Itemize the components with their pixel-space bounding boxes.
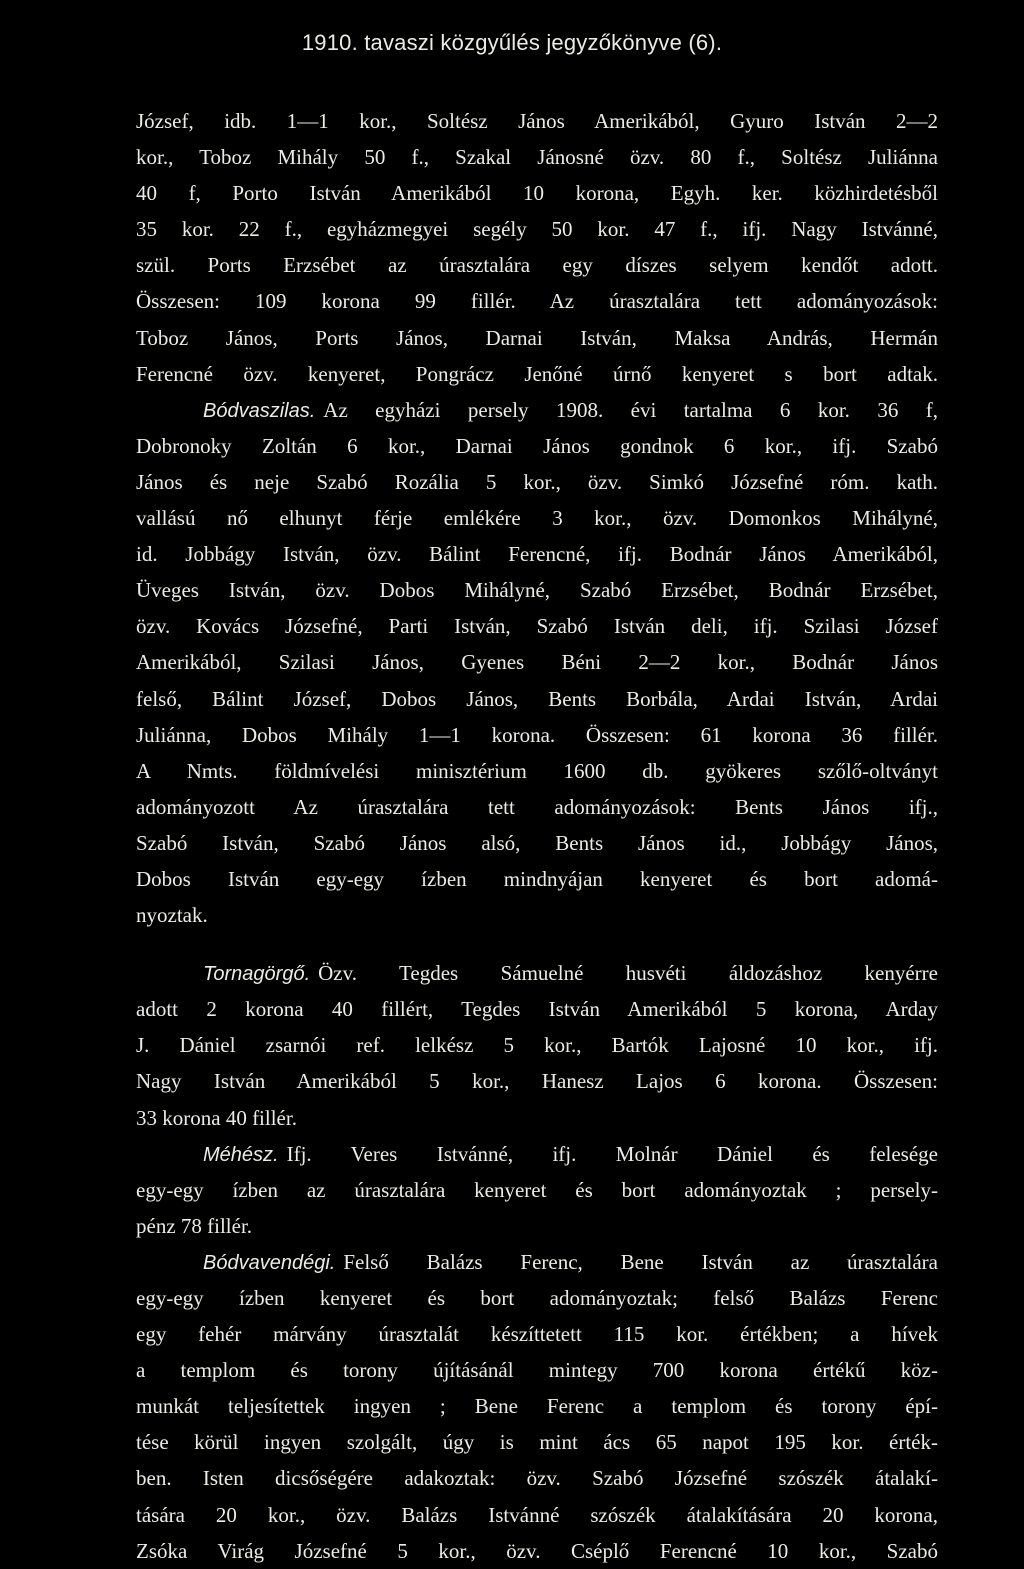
line-text: ben. Isten dicsőségére adakoztak: özv. Szabó Józsefné szószék átalakí- xyxy=(136,1466,938,1491)
text-line xyxy=(136,320,938,356)
place-name-heading: Bódvaszilas. xyxy=(203,399,316,422)
line-text: 40 f, Porto István Amerikából 10 korona, Egyh. ker. közhirdetésből xyxy=(136,181,938,206)
line-text: adott 2 korona 40 fillért, Tegdes István Amerikából 5 korona, Arday xyxy=(136,997,938,1022)
text-line xyxy=(136,955,938,991)
text-line xyxy=(136,1533,938,1569)
text-line xyxy=(136,536,938,572)
text-line xyxy=(136,1208,938,1244)
line-text: Felső Balázs Ferenc, Bene István az úrasztalára xyxy=(343,1249,938,1274)
text-line xyxy=(136,247,938,283)
line-text: Összesen: 109 korona 99 fillér. Az úrasztalára tett adományozások: xyxy=(136,289,938,314)
text-line xyxy=(136,139,938,175)
text-line xyxy=(136,103,938,139)
text-line xyxy=(136,1172,938,1208)
line-text: 35 kor. 22 f., egyházmegyei segély 50 kor. 47 f., ifj. Nagy Istvánné, xyxy=(136,217,938,242)
line-text: egy-egy ízben az úrasztalára kenyeret és bort adományoztak ; persely- xyxy=(136,1177,938,1202)
text-line xyxy=(136,283,938,319)
text-line xyxy=(136,464,938,500)
text-line xyxy=(136,1063,938,1099)
page-title: 1910. tavaszi közgyűlés jegyzőkönyve (6). xyxy=(301,30,723,55)
line-text: pénz 78 fillér. xyxy=(136,1213,253,1238)
text-line xyxy=(136,1027,938,1063)
document-body xyxy=(136,103,938,1569)
text-line xyxy=(136,572,938,608)
line-text: Nagy István Amerikából 5 kor., Hanesz Lajos 6 korona. Összesen: xyxy=(136,1069,938,1094)
place-name-heading: Méhész. xyxy=(203,1143,279,1166)
text-line xyxy=(136,789,938,825)
line-text: felső, Bálint József, Dobos János, Bents Borbála, Ardai István, Ardai xyxy=(136,686,938,711)
line-text: Szabó István, Szabó János alsó, Bents János id., Jobbágy János, xyxy=(136,830,938,855)
text-line xyxy=(136,681,938,717)
line-text: József, idb. 1—1 kor., Soltész János Amerikából, Gyuro István 2—2 xyxy=(136,109,938,133)
line-text: A Nmts. földmívelési minisztérium 1600 db. gyökeres szőlő-oltványt xyxy=(136,758,938,783)
text-line xyxy=(136,1388,938,1424)
line-text: adományozott Az úrasztalára tett adományozások: Bents János ifj., xyxy=(136,794,938,819)
text-line xyxy=(136,825,938,861)
line-text: kor., Toboz Mihály 50 f., Szakal Jánosné özv. 80 f., Soltész Juliánna xyxy=(136,145,938,170)
text-line xyxy=(136,1136,938,1172)
text-line xyxy=(136,991,938,1027)
text-line xyxy=(136,500,938,536)
line-text: Az egyházi persely 1908. évi tartalma 6 kor. 36 f, xyxy=(323,397,938,422)
line-text: J. Dániel zsarnói ref. lelkész 5 kor., Bartók Lajosné 10 kor., ifj. xyxy=(136,1033,938,1058)
paragraph-gap xyxy=(136,933,938,955)
line-text: egy fehér márvány úrasztalát készíttetett 115 kor. értékben; a hívek xyxy=(136,1322,938,1347)
line-text: 33 korona 40 fillér. xyxy=(136,1105,297,1130)
text-line xyxy=(136,753,938,789)
line-text: Dobos István egy-egy ízben mindnyájan kenyeret és bort adomá- xyxy=(136,866,938,891)
line-text: Zsóka Virág Józsefné 5 kor., özv. Cséplő Ferencné 10 kor., Szabó xyxy=(136,1538,938,1563)
text-line xyxy=(136,717,938,753)
line-text: egy-egy ízben kenyeret és bort adományoztak; felső Balázs Ferenc xyxy=(136,1286,938,1310)
line-text: Özv. Tegdes Sámuelné husvéti áldozáshoz kenyérre xyxy=(318,961,938,986)
text-line xyxy=(136,211,938,247)
line-text: Ifj. Veres Istvánné, ifj. Molnár Dániel és felesége xyxy=(286,1141,938,1166)
line-text: tására 20 kor., özv. Balázs Istvánné szószék átalakítására 20 korona, xyxy=(136,1502,938,1527)
text-line xyxy=(136,392,938,428)
text-line xyxy=(136,428,938,464)
line-text: Amerikából, Szilasi János, Gyenes Béni 2—2 kor., Bodnár János xyxy=(136,650,938,675)
line-text: id. Jobbágy István, özv. Bálint Ferencné, ifj. Bodnár János Amerikából, xyxy=(136,542,938,567)
line-text: Dobronoky Zoltán 6 kor., Darnai János gondnok 6 kor., ifj. Szabó xyxy=(136,433,938,458)
line-text: özv. Kovács Józsefné, Parti István, Szabó István deli, ifj. Szilasi József xyxy=(136,614,938,639)
line-text: szül. Ports Erzsébet az úrasztalára egy díszes selyem kendőt adott. xyxy=(136,253,938,278)
text-line xyxy=(136,897,938,933)
text-line xyxy=(136,1316,938,1352)
text-line xyxy=(136,1244,938,1280)
place-name-heading: Bódvavendégi. xyxy=(203,1251,336,1274)
line-text: Ferencné özv. kenyeret, Pongrácz Jenőné úrnő kenyeret s bort adtak. xyxy=(136,361,938,386)
line-text: János és neje Szabó Rozália 5 kor., özv. Simkó Józsefné róm. kath. xyxy=(136,469,938,494)
line-text: Toboz János, Ports János, Darnai István, Maksa András, Hermán xyxy=(136,325,938,350)
text-line xyxy=(136,1280,938,1316)
line-text: Juliánna, Dobos Mihály 1—1 korona. Összesen: 61 korona 36 fillér. xyxy=(136,722,938,747)
line-text: munkát teljesítettek ingyen ; Bene Ferenc a templom és torony épí- xyxy=(136,1394,938,1419)
text-line xyxy=(136,861,938,897)
text-line xyxy=(136,175,938,211)
line-text: tése körül ingyen szolgált, úgy is mint ács 65 napot 195 kor. érték- xyxy=(136,1430,938,1455)
line-text: nyoztak. xyxy=(136,903,208,928)
place-name-heading: Tornagörgő. xyxy=(203,963,311,986)
text-line xyxy=(136,1424,938,1460)
text-line xyxy=(136,644,938,680)
line-text: vallású nő elhunyt férje emlékére 3 kor., özv. Domonkos Mihályné, xyxy=(136,506,938,531)
text-line xyxy=(136,1352,938,1388)
text-line xyxy=(136,608,938,644)
text-line xyxy=(136,356,938,392)
text-line xyxy=(136,1460,938,1496)
text-line xyxy=(136,1100,938,1136)
line-text: Üveges István, özv. Dobos Mihályné, Szabó Erzsébet, Bodnár Erzsébet, xyxy=(136,578,938,603)
text-line xyxy=(136,1497,938,1533)
line-text: a templom és torony újításánál mintegy 700 korona értékű köz- xyxy=(136,1358,938,1383)
